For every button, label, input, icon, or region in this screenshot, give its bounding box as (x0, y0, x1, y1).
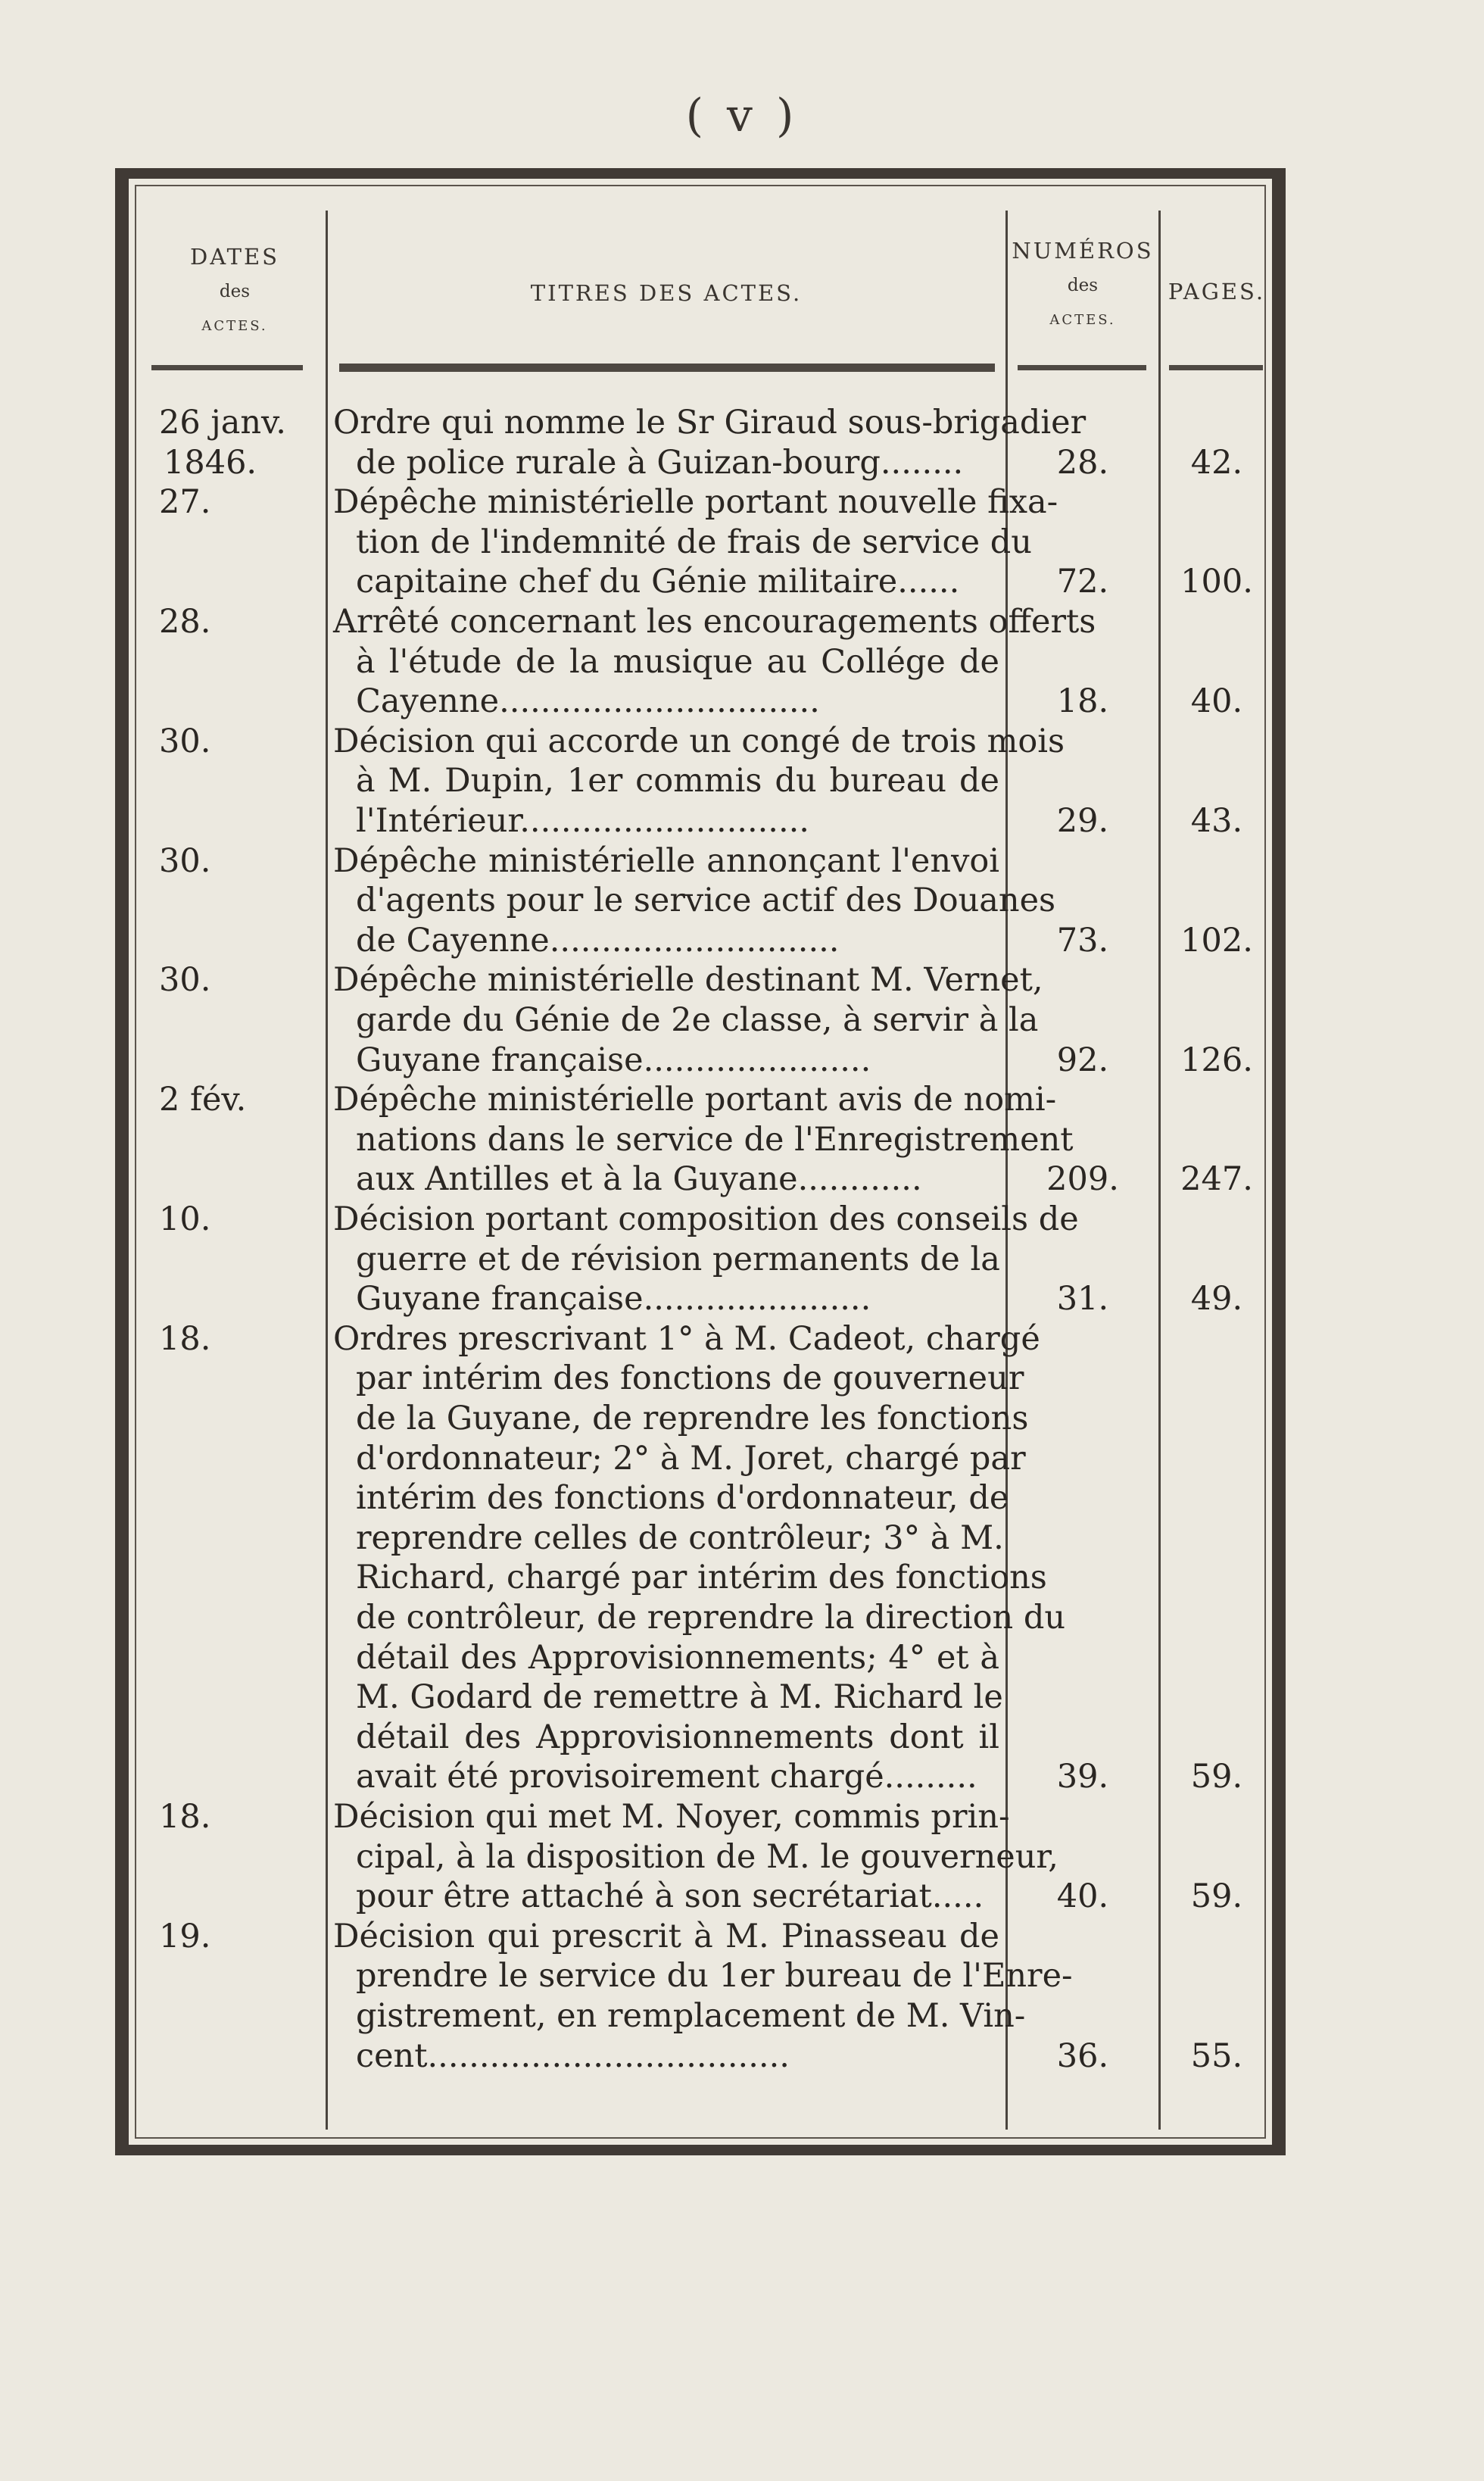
entry-title-line: par intérim des fonctions de gouverneur (356, 1359, 1024, 1398)
entry-date: 18. (159, 1319, 211, 1358)
header-titles-label: TITRES DES ACTES. (530, 280, 803, 306)
header-bar-numeros (1018, 365, 1146, 370)
entry-page: 42. (1190, 443, 1243, 482)
entry-title-line: M. Godard de remettre à M. Richard le (356, 1678, 1003, 1717)
entry-title-line: reprendre celles de contrôleur; 3° à M. (356, 1518, 1004, 1557)
entry-title-line: avait été provisoirement chargé......... (356, 1758, 977, 1796)
entry-date: 10. (159, 1200, 211, 1238)
entry-title-line: Décision qui prescrit à M. Pinasseau de (333, 1917, 999, 1955)
entry-title-line: Dépêche ministérielle portant avis de nomi- (333, 1081, 1057, 1119)
entry-title-line: à l'étude de la musique au Collége de (356, 642, 999, 681)
entry-title-line: Arrêté concernant les encouragements offerts (333, 603, 1096, 641)
entry-page: 247. (1180, 1160, 1253, 1199)
entry-date: 28. (159, 603, 211, 641)
entry-title-line: Dépêche ministérielle portant nouvelle fixa- (333, 483, 1058, 522)
entry-title-line: garde du Génie de 2e classe, à servir à la (356, 1001, 1039, 1039)
entry-date: 19. (159, 1917, 211, 1955)
entry-numero: 36. (1056, 2036, 1109, 2075)
header-numeros (1007, 233, 1158, 338)
entry-title-line: cent................................... (356, 2036, 790, 2075)
table-frame (115, 168, 1286, 2155)
entry-date: 2 fév. (159, 1081, 247, 1119)
entry-numero: 92. (1056, 1041, 1109, 1079)
entry-title-line: nations dans le service de l'Enregistrement (356, 1120, 1074, 1159)
entry-numero: 29. (1056, 802, 1109, 840)
entry-date: 1846. (164, 443, 257, 482)
entry-page: 126. (1180, 1041, 1253, 1079)
entry-numero: 209. (1046, 1160, 1119, 1199)
entry-title-line: Ordre qui nomme le Sr Giraud sous-brigadier (333, 404, 1086, 442)
entry-title-line: de contrôleur, de reprendre la direction du (356, 1599, 1066, 1637)
entry-title-line: Cayenne............................... (356, 682, 820, 721)
entry-title-line: de Cayenne............................ (356, 921, 840, 960)
header-titles (327, 276, 1005, 311)
entry-title-line: Dépêche ministérielle destinant M. Vernet, (333, 961, 1043, 1000)
entry-title-line: à M. Dupin, 1er commis du bureau de (356, 762, 999, 800)
entry-numero: 40. (1056, 1877, 1109, 1916)
entry-title-line: prendre le service du 1er bureau de l'Enre- (356, 1957, 1073, 1996)
entry-title-line: Décision qui met M. Noyer, commis prin- (333, 1798, 1010, 1836)
entry-page: 55. (1190, 2036, 1243, 2075)
entry-page: 102. (1180, 921, 1253, 960)
entry-title-line: d'ordonnateur; 2° à M. Joret, chargé par (356, 1439, 1026, 1478)
entry-page: 100. (1180, 563, 1253, 601)
entry-title-line: l'Intérieur............................ (356, 802, 809, 840)
entry-title-line: aux Antilles et à la Guyane............ (356, 1160, 922, 1199)
entry-title-line: pour être attaché à son secrétariat..... (356, 1877, 984, 1916)
entry-date: 30. (159, 841, 211, 880)
header-bar-dates (151, 365, 303, 370)
entry-title-line: Guyane française...................... (356, 1041, 871, 1079)
header-dates-line1: DATES (190, 244, 279, 270)
entry-date: 27. (159, 483, 211, 522)
entry-title-line: Richard, chargé par intérim des fonctions (356, 1559, 1047, 1597)
header-pages-label: PAGES. (1168, 279, 1266, 304)
header-numeros-line1: NUMÉROS (1012, 238, 1154, 264)
entry-page: 59. (1190, 1758, 1243, 1796)
entry-title-line: Ordres prescrivant 1° à M. Cadeot, chargé (333, 1319, 1040, 1358)
entry-date: 26 janv. (159, 404, 286, 442)
entry-date: 30. (159, 722, 211, 760)
entry-title-line: gistrement, en remplacement de M. Vin- (356, 1997, 1026, 2035)
header-dates-line3: ACTES. (201, 318, 268, 334)
entry-title-line: tion de l'indemnité de frais de service du (356, 523, 1032, 561)
entry-numero: 72. (1056, 563, 1109, 601)
header-dates (144, 239, 326, 344)
header-numeros-line3: ACTES. (1049, 312, 1116, 328)
entry-title-line: Guyane française...................... (356, 1280, 871, 1319)
entry-date: 30. (159, 961, 211, 1000)
header-bar-titles (339, 364, 995, 372)
entry-title-line: de police rurale à Guizan-bourg........ (356, 443, 964, 482)
entry-date: 18. (159, 1798, 211, 1836)
entry-title-line: Décision qui accorde un congé de trois mois (333, 722, 1065, 760)
entry-page: 59. (1190, 1877, 1243, 1916)
entry-title-line: cipal, à la disposition de M. le gouverneur, (356, 1837, 1058, 1876)
entry-numero: 18. (1056, 682, 1109, 721)
entry-title-line: intérim des fonctions d'ordonnateur, de (356, 1479, 1009, 1518)
entry-title-line: d'agents pour le service actif des Douanes (356, 882, 1056, 920)
header-bar-pages (1169, 365, 1263, 370)
entry-title-line: détail des Approvisionnements; 4° et à (356, 1638, 999, 1677)
entry-page: 43. (1190, 802, 1243, 840)
header-numeros-line2: des (1067, 276, 1099, 295)
header-dates-line2: des (219, 282, 251, 301)
entry-numero: 39. (1056, 1758, 1109, 1796)
header-pages (1160, 274, 1274, 309)
entry-title-line: détail des Approvisionnements dont il (356, 1718, 999, 1756)
entry-numero: 73. (1056, 921, 1109, 960)
entry-numero: 28. (1056, 443, 1109, 482)
entry-title-line: de la Guyane, de reprendre les fonctions (356, 1400, 1029, 1437)
entry-page: 49. (1190, 1280, 1243, 1319)
entry-page: 40. (1190, 682, 1243, 721)
entry-title-line: capitaine chef du Génie militaire...... (356, 563, 960, 601)
entry-title-line: Dépêche ministérielle annonçant l'envoi (333, 841, 999, 880)
entry-numero: 31. (1056, 1280, 1109, 1319)
entry-title-line: guerre et de révision permanents de la (356, 1240, 1000, 1278)
page-number: ( v ) (685, 89, 799, 142)
column-rule-dates (326, 211, 328, 2130)
entry-title-line: Décision portant composition des conseils de (333, 1200, 1079, 1238)
